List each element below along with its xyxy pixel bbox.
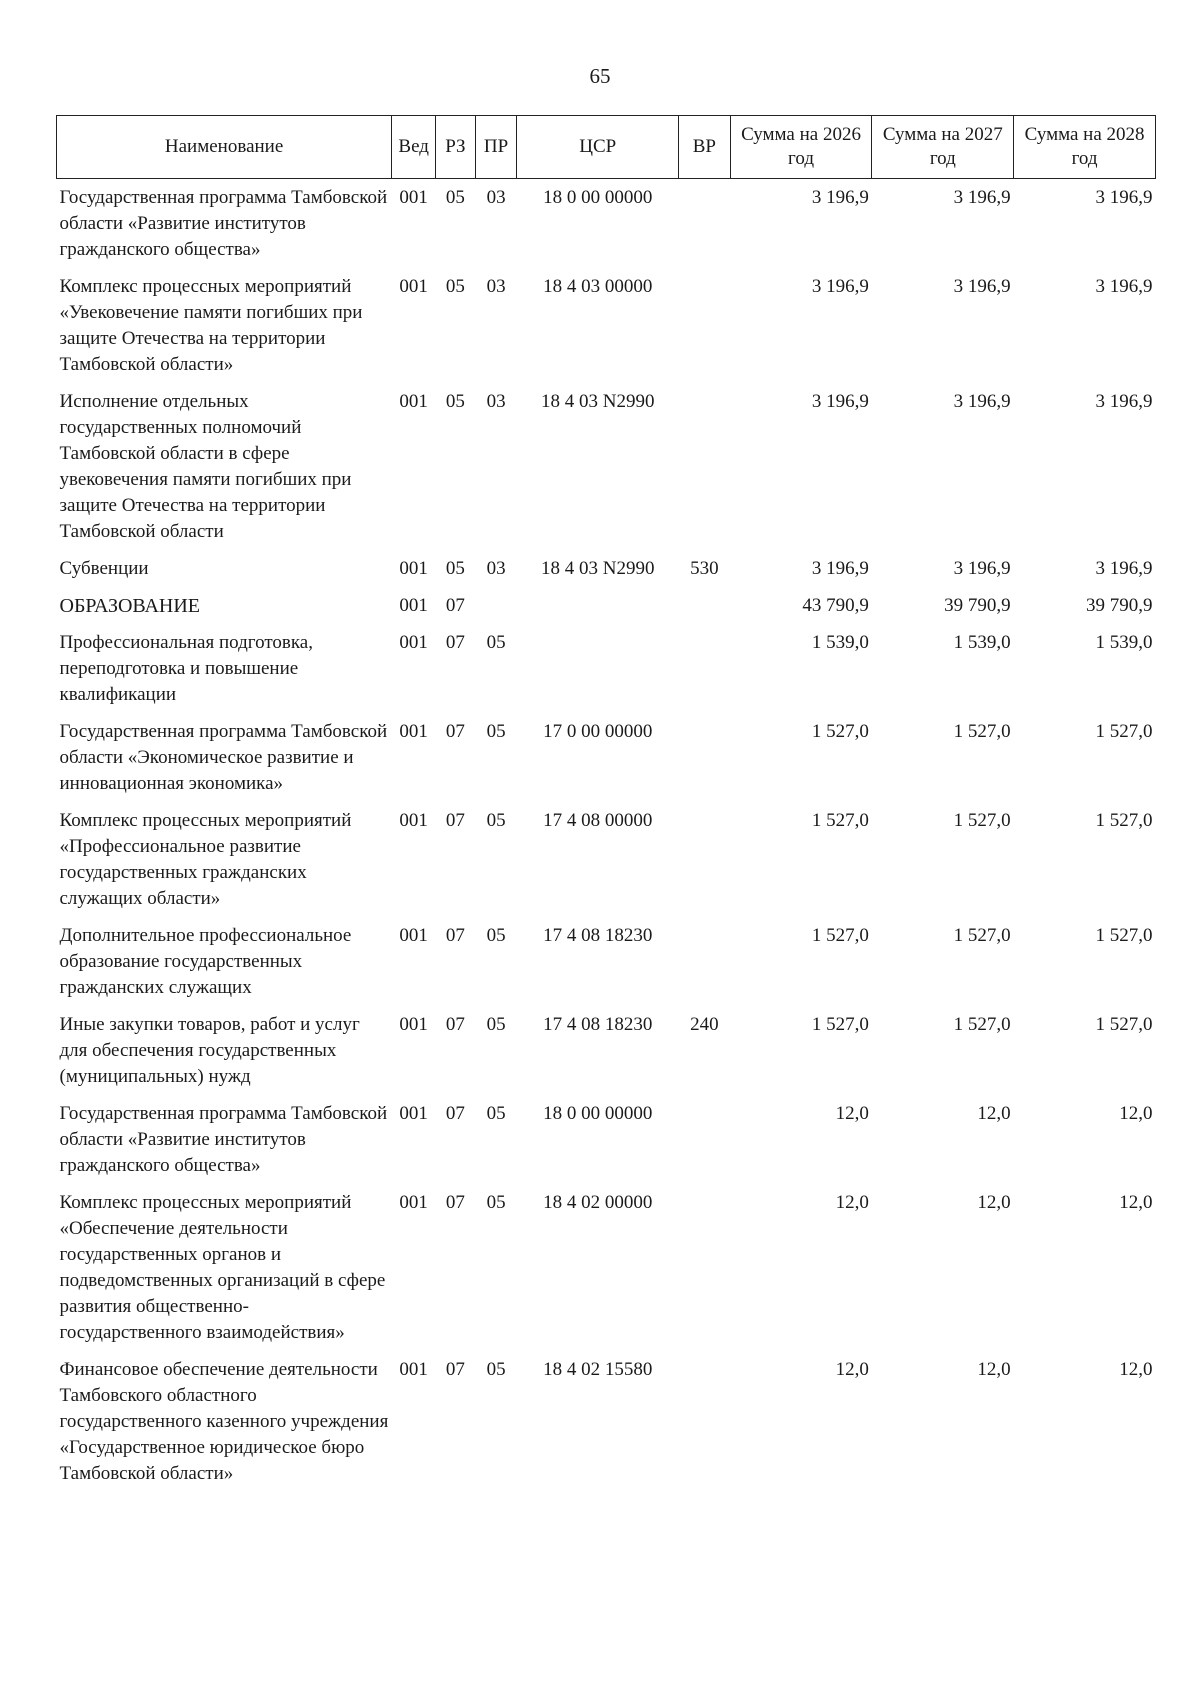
cell-sum-2026: 3 196,9: [811, 391, 869, 412]
cell-name: Комплекс процессных мероприятий «Увековечение памяти погибших при защите Отечества на территории Тамбовской области»: [59, 276, 363, 375]
cell-rz: 07: [445, 1359, 465, 1380]
cell-vr: [679, 917, 731, 1006]
cell-sum-2026: 3 196,9: [811, 558, 869, 579]
cell-sum-2027: 3 196,9: [953, 276, 1011, 297]
cell-csr: 17 4 08 18230: [543, 1014, 653, 1035]
cell-sum-2027: 3 196,9: [953, 558, 1011, 579]
cell-ved: 001: [399, 1359, 428, 1380]
cell-pr: 05: [486, 1192, 506, 1213]
cell-ved: 001: [399, 187, 428, 208]
cell-sum-2027: 1 527,0: [953, 721, 1011, 742]
cell-sum-2028: 1 527,0: [1095, 925, 1153, 946]
table-row: [57, 1095, 1156, 1184]
header-csr: ЦСР: [517, 116, 679, 179]
cell-sum-2027: 1 527,0: [953, 1014, 1011, 1035]
cell-rz: 07: [445, 1103, 465, 1124]
table-row: [57, 1006, 1156, 1095]
cell-rz: 07: [445, 595, 465, 616]
cell-name: ОБРАЗОВАНИЕ: [59, 595, 201, 617]
cell-name: Исполнение отдельных государственных полномочий Тамбовской области в сфере увековечения памяти погибших при защите Отечества на территории Тамбовской области: [59, 391, 352, 542]
table-row: [57, 550, 1156, 587]
cell-sum-2028: 3 196,9: [1095, 276, 1153, 297]
cell-pr: 05: [486, 1359, 506, 1380]
cell-csr: 18 0 00 00000: [543, 187, 653, 208]
cell-pr: 05: [486, 1103, 506, 1124]
cell-name: Профессиональная подготовка, переподготовка и повышение квалификации: [59, 632, 313, 705]
cell-pr: 05: [486, 925, 506, 946]
table-row: [57, 179, 1156, 269]
table-row: [57, 1351, 1156, 1492]
cell-sum-2026: 12,0: [835, 1103, 869, 1124]
cell-csr: 18 4 02 15580: [543, 1359, 653, 1380]
header-sum-2026: Сумма на 2026 год: [730, 116, 872, 179]
table-row: [57, 1184, 1156, 1351]
cell-name: Государственная программа Тамбовской области «Развитие институтов гражданского общества»: [59, 187, 388, 260]
cell-rz: 07: [445, 1014, 465, 1035]
cell-csr: 17 4 08 18230: [543, 925, 653, 946]
cell-csr: [517, 587, 679, 624]
cell-sum-2026: 12,0: [835, 1192, 869, 1213]
table-row: [57, 802, 1156, 917]
cell-vr: [679, 179, 731, 269]
cell-ved: 001: [399, 721, 428, 742]
cell-vr: 240: [690, 1014, 719, 1035]
cell-sum-2028: 1 527,0: [1095, 721, 1153, 742]
cell-pr: 03: [486, 558, 506, 579]
table-row: [57, 587, 1156, 624]
cell-sum-2028: 1 527,0: [1095, 1014, 1153, 1035]
header-ved: Вед: [392, 116, 436, 179]
cell-ved: 001: [399, 925, 428, 946]
cell-name: Государственная программа Тамбовской области «Экономическое развитие и инновационная экономика»: [59, 721, 388, 794]
table-header-row: [57, 116, 1156, 179]
cell-rz: 07: [445, 810, 465, 831]
cell-rz: 05: [445, 187, 465, 208]
cell-rz: 05: [445, 276, 465, 297]
header-vr: ВР: [679, 116, 731, 179]
cell-pr: 03: [486, 276, 506, 297]
cell-csr: 18 4 02 00000: [543, 1192, 653, 1213]
cell-ved: 001: [399, 391, 428, 412]
cell-sum-2026: 1 539,0: [811, 632, 869, 653]
cell-sum-2027: 1 527,0: [953, 925, 1011, 946]
cell-sum-2027: 1 527,0: [953, 810, 1011, 831]
cell-rz: 07: [445, 632, 465, 653]
cell-vr: [679, 624, 731, 713]
cell-rz: 07: [445, 1192, 465, 1213]
cell-name: Субвенции: [59, 558, 149, 579]
cell-csr: 18 4 03 N2990: [540, 558, 655, 579]
cell-pr: 03: [486, 391, 506, 412]
cell-sum-2027: 3 196,9: [953, 187, 1011, 208]
table-row: [57, 383, 1156, 550]
cell-vr: 530: [690, 558, 719, 579]
cell-sum-2027: 1 539,0: [953, 632, 1011, 653]
cell-vr: [679, 713, 731, 802]
header-rz: РЗ: [436, 116, 476, 179]
cell-sum-2026: 43 790,9: [802, 595, 869, 616]
cell-sum-2028: 1 539,0: [1095, 632, 1153, 653]
cell-rz: 05: [445, 558, 465, 579]
cell-pr: 05: [486, 810, 506, 831]
cell-pr: 05: [486, 721, 506, 742]
cell-vr: [679, 802, 731, 917]
cell-ved: 001: [399, 1014, 428, 1035]
cell-sum-2027: 12,0: [977, 1192, 1011, 1213]
cell-csr: 17 0 00 00000: [543, 721, 653, 742]
table-row: [57, 268, 1156, 383]
header-pr: ПР: [475, 116, 517, 179]
cell-sum-2028: 12,0: [1119, 1103, 1153, 1124]
cell-sum-2026: 3 196,9: [811, 276, 869, 297]
cell-sum-2027: 12,0: [977, 1359, 1011, 1380]
cell-rz: 07: [445, 721, 465, 742]
cell-sum-2026: 1 527,0: [811, 1014, 869, 1035]
cell-name: Государственная программа Тамбовской области «Развитие институтов гражданского общества»: [59, 1103, 388, 1176]
cell-vr: [679, 587, 731, 624]
table-row: [57, 624, 1156, 713]
cell-sum-2026: 1 527,0: [811, 925, 869, 946]
cell-ved: 001: [399, 810, 428, 831]
cell-sum-2027: 12,0: [977, 1103, 1011, 1124]
cell-rz: 05: [445, 391, 465, 412]
cell-pr: [475, 587, 517, 624]
cell-pr: 05: [486, 1014, 506, 1035]
cell-csr: 17 4 08 00000: [543, 810, 653, 831]
cell-csr: 18 4 03 N2990: [540, 391, 655, 412]
cell-ved: 001: [399, 1103, 428, 1124]
cell-vr: [679, 268, 731, 383]
cell-sum-2026: 12,0: [835, 1359, 869, 1380]
cell-ved: 001: [399, 558, 428, 579]
cell-ved: 001: [399, 1192, 428, 1213]
cell-sum-2028: 39 790,9: [1086, 595, 1153, 616]
cell-csr: 18 0 00 00000: [543, 1103, 653, 1124]
cell-name: Финансовое обеспечение деятельности Тамбовского областного государственного казенного учреждения «Государственное юридическое бюро Тамбовской области»: [59, 1359, 389, 1484]
cell-sum-2027: 39 790,9: [944, 595, 1011, 616]
header-sum-2027: Сумма на 2027 год: [872, 116, 1014, 179]
cell-sum-2028: 3 196,9: [1095, 391, 1153, 412]
cell-ved: 001: [399, 276, 428, 297]
cell-csr: [517, 624, 679, 713]
cell-name: Комплекс процессных мероприятий «Обеспечение деятельности государственных органов и подведомственных организаций в сфере развития общественно-государственного взаимодействия»: [59, 1192, 386, 1343]
cell-sum-2028: 3 196,9: [1095, 558, 1153, 579]
cell-sum-2027: 3 196,9: [953, 391, 1011, 412]
table-row: [57, 713, 1156, 802]
cell-sum-2028: 12,0: [1119, 1359, 1153, 1380]
header-sum-2028: Сумма на 2028 год: [1014, 116, 1156, 179]
cell-vr: [679, 1095, 731, 1184]
cell-sum-2028: 3 196,9: [1095, 187, 1153, 208]
cell-vr: [679, 1351, 731, 1492]
cell-sum-2026: 1 527,0: [811, 721, 869, 742]
page-number: 65: [589, 64, 611, 88]
cell-name: Иные закупки товаров, работ и услуг для обеспечения государственных (муниципальных) нужд: [59, 1014, 360, 1087]
cell-sum-2028: 1 527,0: [1095, 810, 1153, 831]
cell-ved: 001: [399, 595, 428, 616]
header-name: Наименование: [57, 116, 392, 179]
cell-name: Комплекс процессных мероприятий «Профессиональное развитие государственных гражданских служащих области»: [59, 810, 352, 909]
cell-pr: 05: [486, 632, 506, 653]
table-row: [57, 917, 1156, 1006]
cell-vr: [679, 1184, 731, 1351]
cell-name: Дополнительное профессиональное образование государственных гражданских служащих: [59, 925, 352, 998]
cell-ved: 001: [399, 632, 428, 653]
cell-csr: 18 4 03 00000: [543, 276, 653, 297]
cell-vr: [679, 383, 731, 550]
cell-sum-2026: 1 527,0: [811, 810, 869, 831]
cell-pr: 03: [486, 187, 506, 208]
cell-rz: 07: [445, 925, 465, 946]
cell-sum-2026: 3 196,9: [811, 187, 869, 208]
cell-sum-2028: 12,0: [1119, 1192, 1153, 1213]
budget-table: [56, 115, 1156, 1492]
